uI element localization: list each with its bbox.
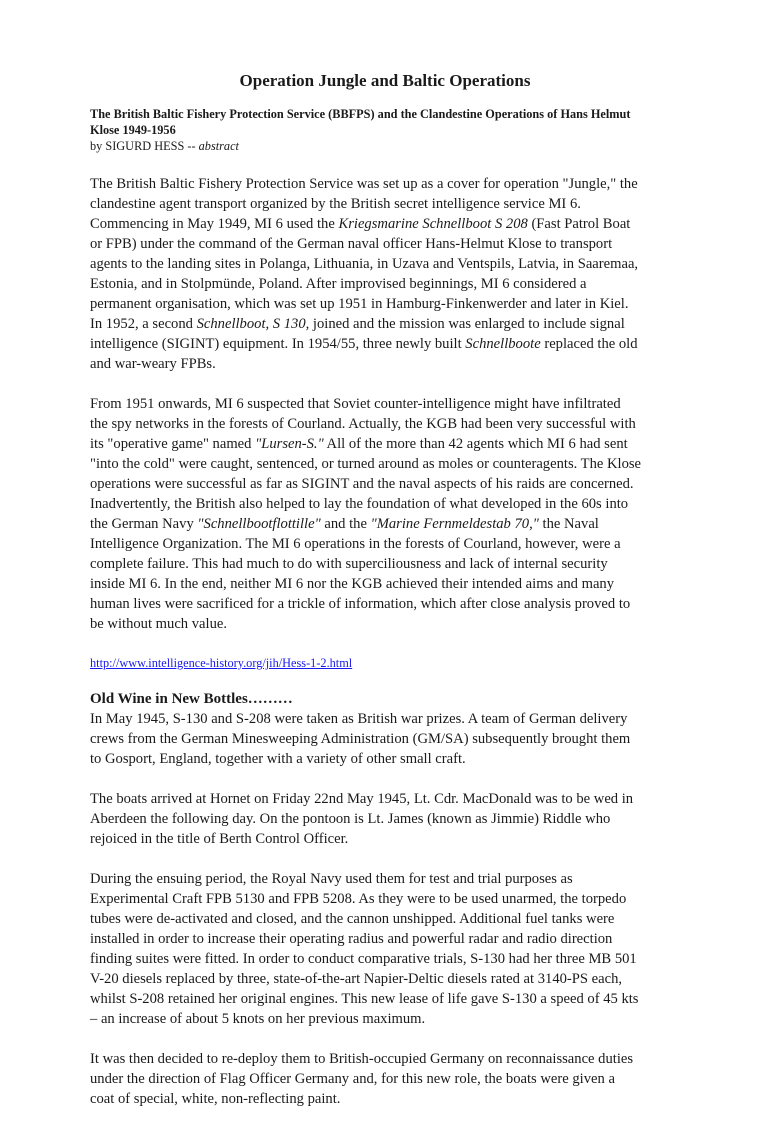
byline-tag: abstract — [198, 139, 239, 153]
italic-term: "Schnellbootflottille" — [197, 516, 321, 532]
text-run: In May 1945, S-130 and S-208 were taken as British war prizes. A team of German delivery crews from the German Minesweeping Administration (GM/SA) subsequently brought them to Gosport, England, together with a variety of other small craft. — [90, 711, 631, 767]
document-page — [90, 70, 730, 1129]
document-title: Operation Jungle and Baltic Operations — [239, 71, 531, 90]
paragraph — [90, 1049, 730, 1109]
section-body — [90, 709, 730, 1109]
section-heading: Old Wine in New Bottles……… — [90, 691, 293, 707]
document-subtitle: The British Baltic Fishery Protection Service (BBFPS) and the Clandestine Operations of Hans Helmut Klose 1949-1956 — [90, 107, 631, 137]
italic-term: "Marine Fernmeldestab 70," — [370, 516, 539, 532]
byline-author: by SIGURD HESS -- — [90, 139, 199, 153]
text-run: The boats arrived at Hornet on Friday 22nd May 1945, Lt. Cdr. MacDonald was to be wed in Aberdeen the following day. On the pontoon is Lt. James (known as Jimmie) Riddle who rejoiced in the title of Berth Control Officer. — [90, 791, 634, 847]
italic-term: Schnellboote — [465, 336, 541, 352]
text-run: the Naval Intelligence Organization. The MI 6 operations in the forests of Courland, however, were a complete failure. This had much to do with superciliousness and lack of internal security inside MI 6. In the end, neither MI 6 nor the KGB achieved their intended aims and many human lives were sacrificed for a trickle of information, which after close analysis proved to be without much value. — [90, 516, 631, 632]
italic-term: "Lursen-S." — [255, 436, 324, 452]
text-run: joined and the mission was enlarged to include signal intelligence (SIGINT) equipment. In 1954/55, three newly built — [90, 316, 625, 352]
text-run: From 1951 onwards, MI 6 suspected that Soviet counter-intelligence might have infiltrated the spy networks in the forests of Courland. Actually, the KGB had been very successful with its "operative game" named — [90, 396, 636, 452]
source-link[interactable]: http://www.intelligence-history.org/jih/Hess-1-2.html — [90, 656, 353, 670]
paragraph — [90, 709, 730, 769]
paragraph — [90, 789, 730, 849]
text-run: It was then decided to re-deploy them to British-occupied Germany on reconnaissance duties under the direction of Flag Officer Germany and, for this new role, the boats were given a coat of special, white, non-reflecting paint. — [90, 1051, 634, 1107]
text-run: All of the more than 42 agents which MI 6 had sent "into the cold" were caught, sentenced, or turned around as moles or counteragents. The Klose operations were successful as far as SIGINT and the naval aspects of his raids are concerned. Inadvertently, the British also helped to lay the foundation of what developed in the 60s into the German Navy — [90, 436, 642, 532]
paragraph — [90, 869, 730, 1029]
text-run: The British Baltic Fishery Protection Service was set up as a cover for operation "Jungle," the clandestine agent transport organized by the British secret intelligence service MI 6. Commencing in May 1949, MI 6 used the — [90, 176, 638, 232]
text-run: replaced the old and war-weary FPBs. — [90, 336, 638, 372]
paragraph — [90, 394, 730, 634]
italic-term: Kriegsmarine Schnellboot S 208 — [338, 216, 528, 232]
italic-term: Schnellboot, S 130, — [196, 316, 310, 332]
abstract-body — [90, 174, 730, 634]
text-run: (Fast Patrol Boat or FPB) under the command of the German naval officer Hans-Helmut Klose to transport agents to the landing sites in Polanga, Lithuania, in Uzava and Ventspils, Latvia, in Saaremaa, Estonia, and in Stolpmünde, Poland. After improvised beginnings, MI 6 considered a permanent organisation, which was set up 1951 in Hamburg-Finkenwerder and later in Kiel. In 1952, a second — [90, 216, 639, 332]
byline — [90, 138, 730, 154]
paragraph — [90, 174, 730, 374]
text-run: During the ensuing period, the Royal Navy used them for test and trial purposes as Experimental Craft FPB 5130 and FPB 5208. As they were to be used unarmed, the torpedo tubes were de-activated and closed, and the cannon unshipped. Additional fuel tanks were installed in order to increase their operating radius and powerful radar and radio direction finding suites were fitted. In order to conduct comparative trials, S-130 had her three MB 501 V-20 diesels replaced by three, state-of-the-art Napier-Deltic diesels rated at 3140-PS each, whilst S-208 retained her original engines. This new lease of life gave S-130 a speed of 45 kts – an increase of about 5 knots on her previous maximum. — [90, 871, 639, 1027]
text-run: and the — [320, 516, 371, 532]
